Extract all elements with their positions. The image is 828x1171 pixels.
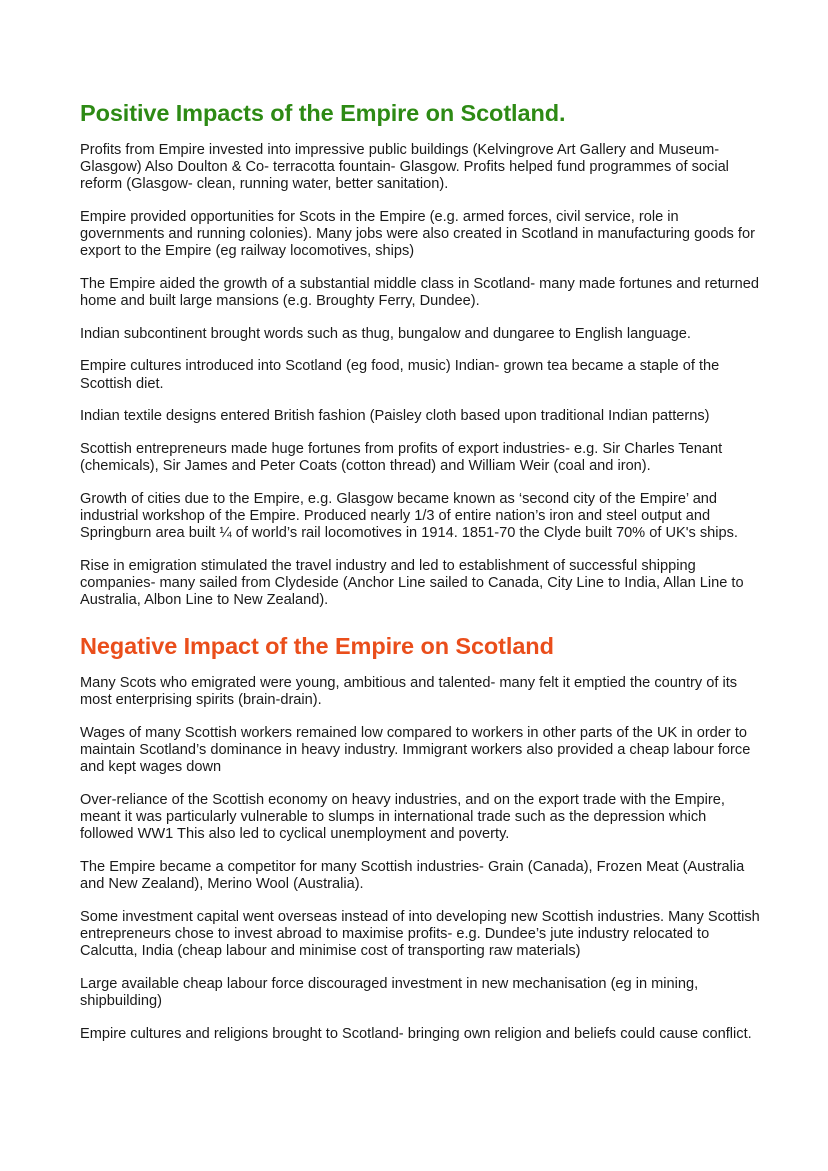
positive-impacts-section xyxy=(80,98,760,609)
positive-paragraph: Profits from Empire invested into impressive public buildings (Kelvingrove Art Gallery and Museum- Glasgow) Also Doulton & Co- terracotta fountain- Glasgow. Profits helped fund programmes of social reform (Glasgow- clean, running water, better sanitation). xyxy=(80,142,729,193)
document-page xyxy=(80,98,760,1043)
positive-impacts-heading: Positive Impacts of the Empire on Scotland. xyxy=(80,100,566,126)
positive-paragraph: Indian subcontinent brought words such as thug, bungalow and dungaree to English language. xyxy=(80,325,691,342)
positive-paragraph: Indian textile designs entered British fashion (Paisley cloth based upon traditional Indian patterns) xyxy=(80,408,710,425)
negative-paragraph: The Empire became a competitor for many Scottish industries- Grain (Canada), Frozen Meat (Australia and New Zealand), Merino Wool (Australia). xyxy=(80,858,745,893)
positive-paragraph: The Empire aided the growth of a substantial middle class in Scotland- many made fortunes and returned home and built large mansions (e.g. Broughty Ferry, Dundee). xyxy=(80,276,759,310)
positive-paragraph: Rise in emigration stimulated the travel industry and led to establishment of successful shipping companies- many sailed from Clydeside (Anchor Line sailed to Canada, City Line to India, Allan Line to Australia, Albon Line to New Zealand). xyxy=(80,557,744,608)
negative-paragraph: Empire cultures and religions brought to Scotland- bringing own religion and beliefs could cause conflict. xyxy=(80,1025,752,1042)
negative-paragraph: Over-reliance of the Scottish economy on heavy industries, and on the export trade with the Empire, meant it was particularly vulnerable to slumps in international trade such as the depression which followed WW1 This also led to cyclical unemployment and poverty. xyxy=(80,791,725,843)
positive-paragraph: Scottish entrepreneurs made huge fortunes from profits of export industries- e.g. Sir Charles Tenant (chemicals), Sir James and Peter Coats (cotton thread) and William Weir (coal and iron). xyxy=(80,440,723,474)
negative-impacts-heading: Negative Impact of the Empire on Scotland xyxy=(80,633,554,660)
negative-impacts-section xyxy=(80,631,760,1043)
positive-paragraph: Growth of cities due to the Empire, e.g. Glasgow became known as ‘second city of the Empire’ and industrial workshop of the Empire. Produced nearly 1/3 of entire nation’s iron and steel output and Springburn area built ¼ of world’s rail locomotives in 1914. 1851-70 the Clyde built 70% of UK's ships. xyxy=(80,490,738,541)
negative-paragraph: Large available cheap labour force discouraged investment in new mechanisation (eg in mining, shipbuilding) xyxy=(80,975,699,1009)
positive-paragraph: Empire provided opportunities for Scots in the Empire (e.g. armed forces, civil service, role in governments and running colonies). Many jobs were also created in Scotland in manufacturing goods for export to the Empire (eg railway locomotives, ships) xyxy=(80,209,755,260)
negative-paragraph: Many Scots who emigrated were young, ambitious and talented- many felt it emptied the country of its most enterprising spirits (brain-drain). xyxy=(80,675,738,709)
negative-paragraph: Wages of many Scottish workers remained low compared to workers in other parts of the UK in order to maintain Scotland’s dominance in heavy industry. Immigrant workers also provided a cheap labour force and kept wages down xyxy=(80,724,751,776)
negative-paragraph: Some investment capital went overseas instead of into developing new Scottish industries. Many Scottish entrepreneurs chose to invest abroad to maximise profits- e.g. Dundee’s jute industry relocated to Calcutta, India (cheap labour and minimise cost of transporting raw materials) xyxy=(80,908,760,960)
positive-paragraph: Empire cultures introduced into Scotland (eg food, music) Indian- grown tea became a staple of the Scottish diet. xyxy=(80,358,720,392)
